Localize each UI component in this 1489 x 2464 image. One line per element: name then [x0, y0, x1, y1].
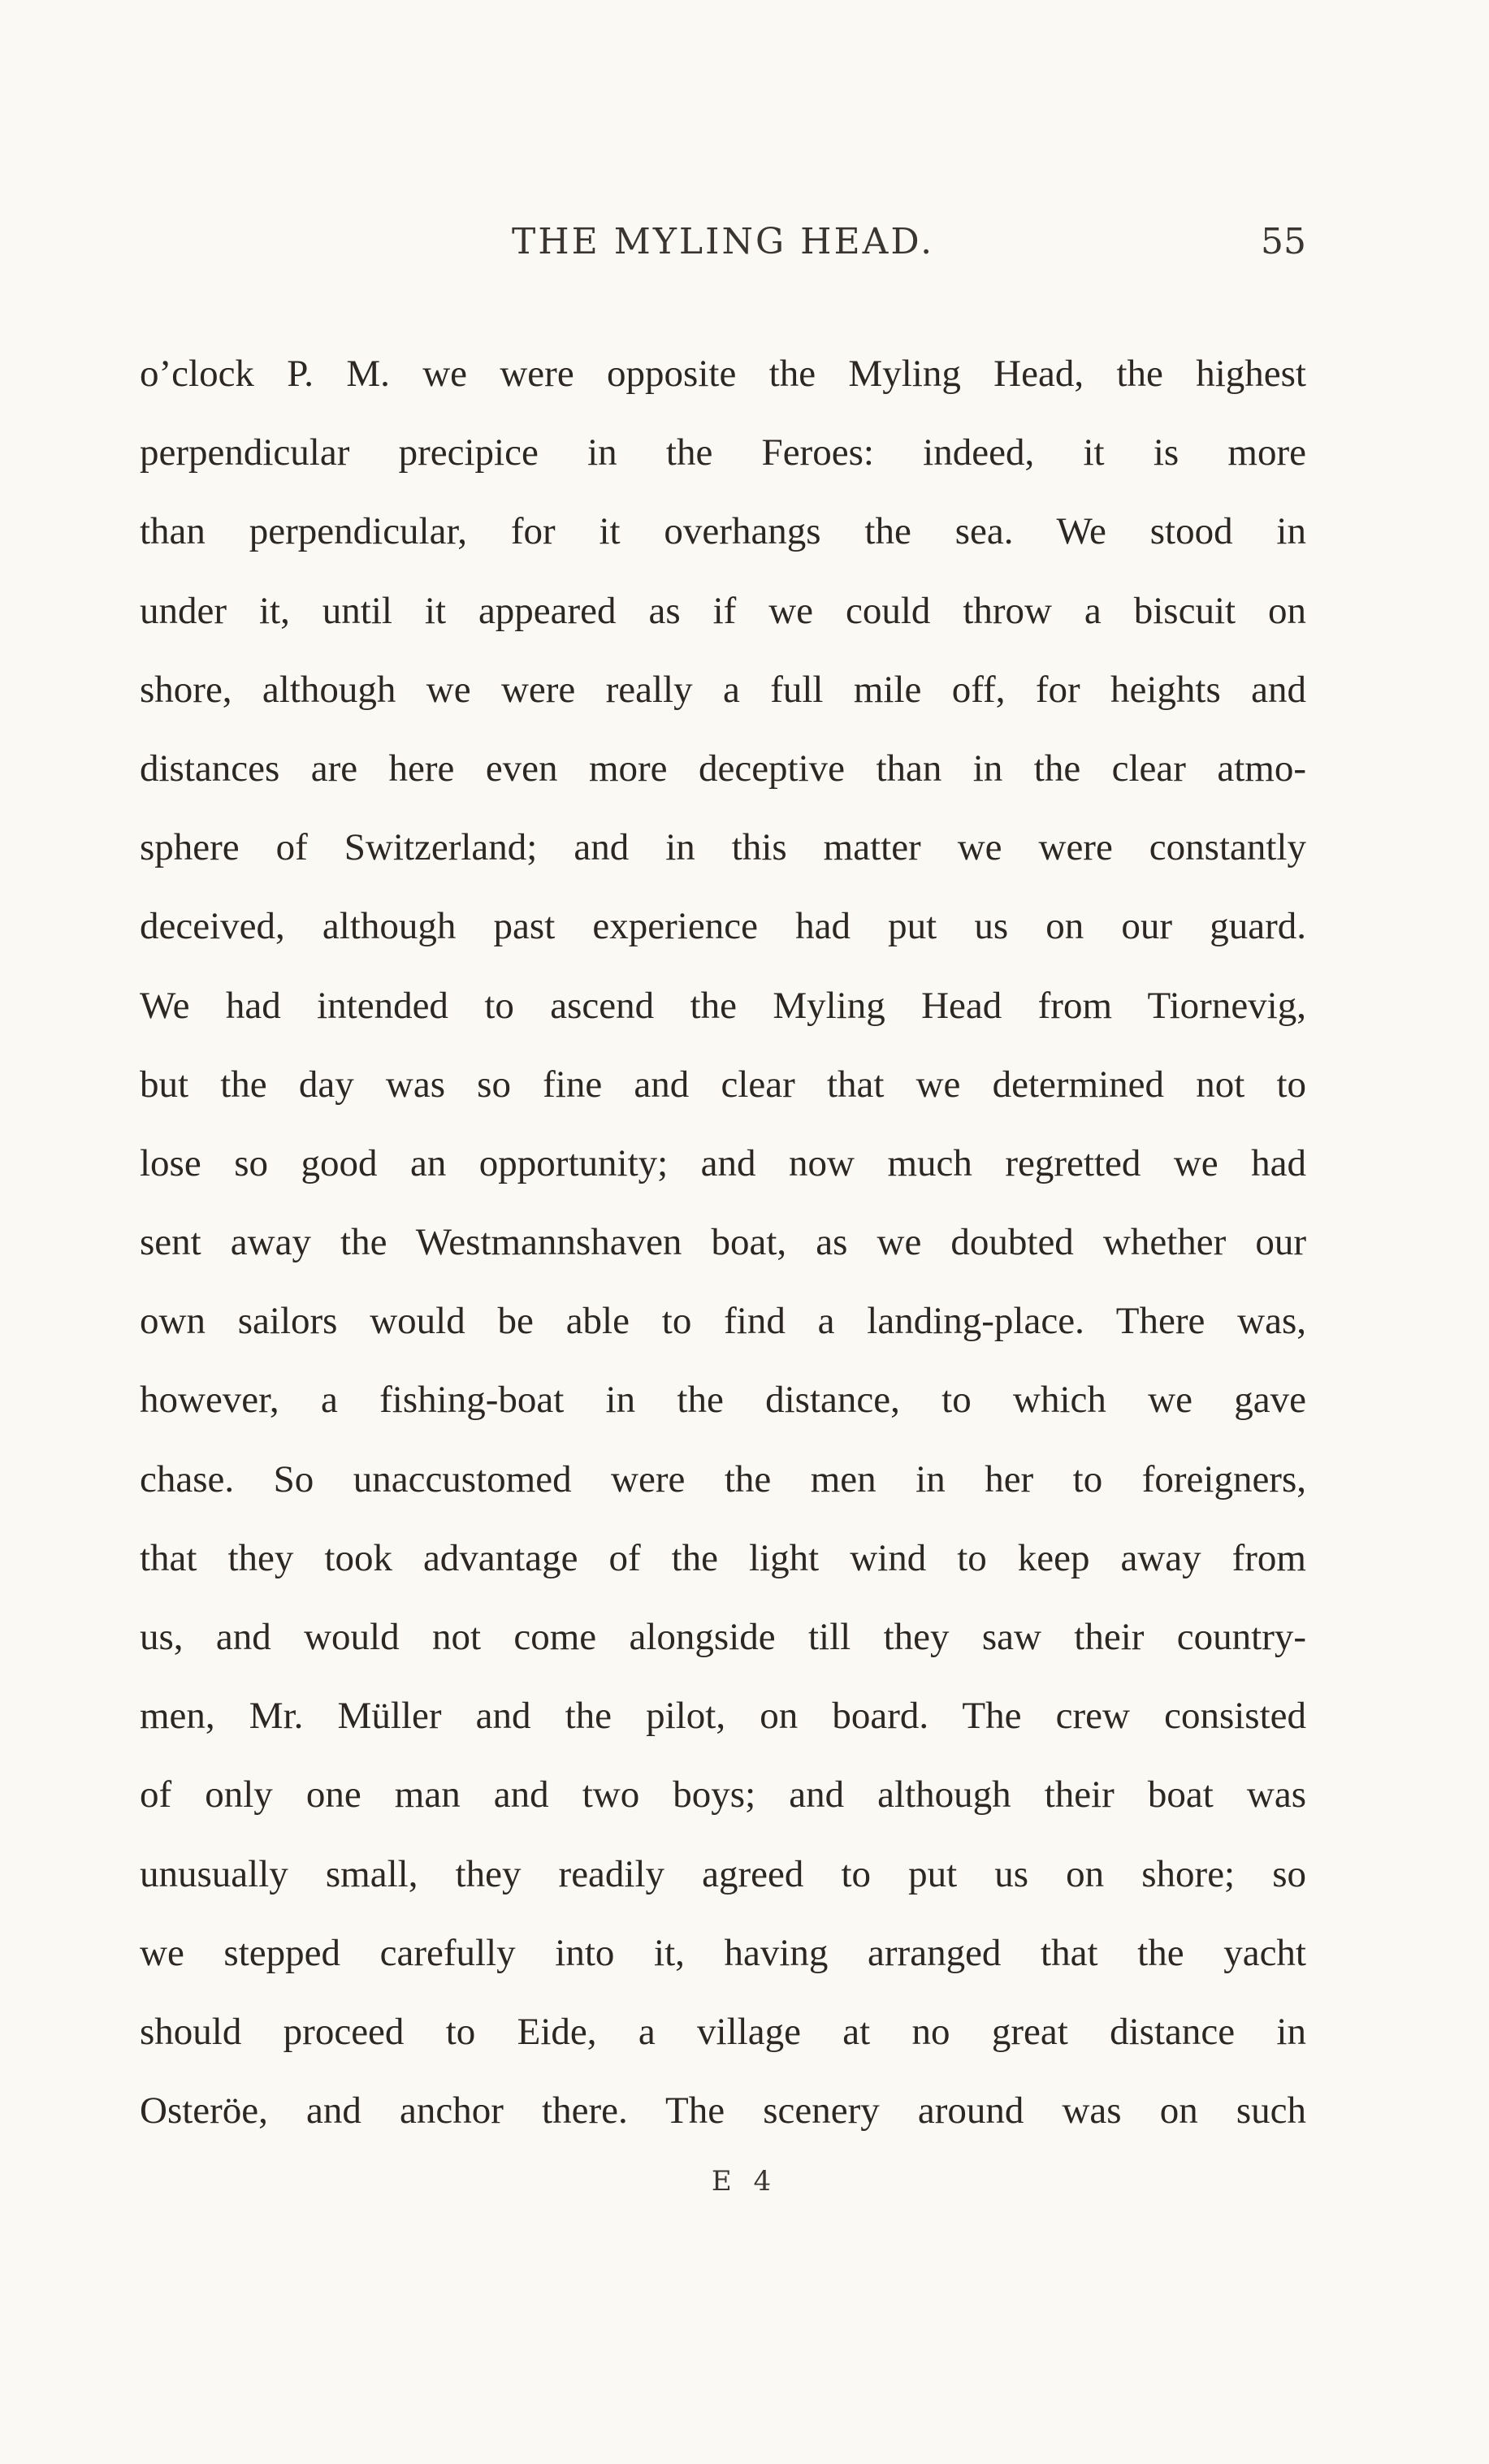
text-line: Osteröe, and anchor there. The scenery around was on such — [140, 2089, 1306, 2133]
running-head — [140, 221, 1306, 270]
text-line: of only one man and two boys; and although their boat was — [140, 1773, 1306, 1817]
text-line: should proceed to Eide, a village at no great distance in — [140, 2010, 1306, 2053]
text-line: than perpendicular, for it overhangs the sea. We stood in — [140, 510, 1306, 553]
text-line: sphere of Switzerland; and in this matter we were constantly — [140, 826, 1306, 869]
text-line: us, and would not come alongside till they saw their country- — [140, 1616, 1306, 1658]
text-line: men, Mr. Müller and the pilot, on board. The crew consisted — [140, 1695, 1306, 1738]
text-line: We had intended to ascend the Myling Head from Tiornevig, — [140, 984, 1306, 1027]
text-line: under it, until it appeared as if we could throw a biscuit on — [140, 589, 1306, 632]
text-line: unusually small, they readily agreed to put us on shore; so — [140, 1852, 1306, 1895]
text-line: sent away the Westmannshaven boat, as we doubted whether our — [140, 1221, 1306, 1264]
text-line: deceived, although past experience had put us on our guard. — [140, 905, 1306, 948]
text-line: own sailors would be able to find a landing-place. There was, — [140, 1300, 1306, 1343]
text-line: distances are here even more deceptive than in the clear atmo- — [140, 747, 1306, 790]
text-line: o’clock P. M. we were opposite the Myling Head, the highest — [140, 353, 1306, 395]
text-line: chase. So unaccustomed were the men in her to foreigners, — [140, 1457, 1306, 1500]
text-line: but the day was so fine and clear that we determined not to — [140, 1063, 1306, 1106]
text-line: that they took advantage of the light wind to keep away from — [140, 1536, 1306, 1579]
text-line: however, a fishing-boat in the distance, to which we gave — [140, 1379, 1306, 1422]
text-line: we stepped carefully into it, having arranged that the yacht — [140, 1931, 1306, 1974]
text-line: perpendicular precipice in the Feroes: indeed, it is more — [140, 431, 1306, 474]
signature-mark: E 4 — [711, 2165, 778, 2198]
text-line: shore, although we were really a full mile off, for heights and — [140, 668, 1306, 711]
text-line: lose so good an opportunity; and now much regretted we had — [140, 1141, 1306, 1184]
page-number: 55 — [1261, 221, 1306, 262]
running-title: THE MYLING HEAD. — [511, 221, 935, 262]
body-text — [140, 335, 1306, 2150]
